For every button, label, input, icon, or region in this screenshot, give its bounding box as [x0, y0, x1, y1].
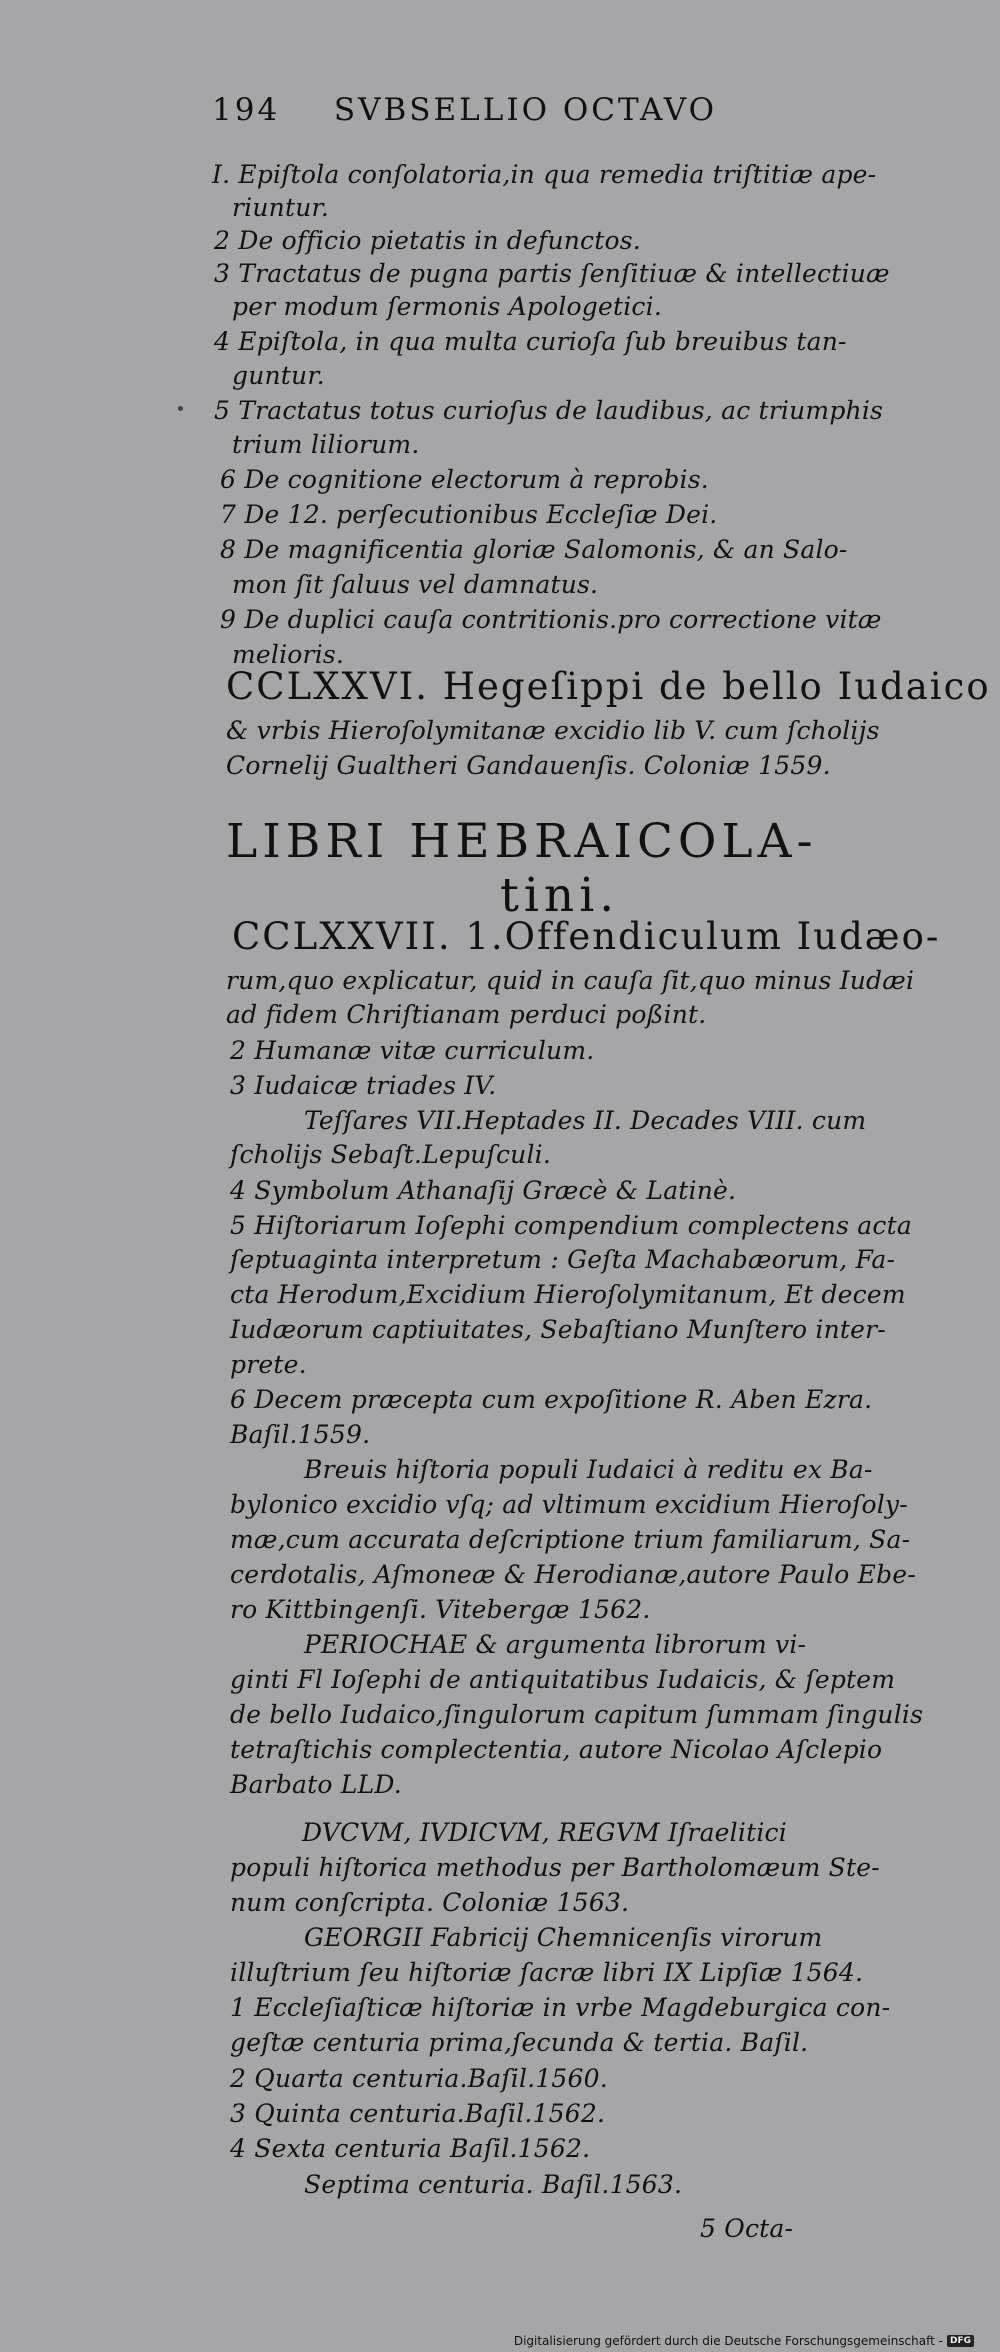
text-line: DVCVM, IVDICVM, REGVM Iſraelitici	[302, 1818, 787, 1847]
text-line: rum,quo explicatur, quid in cauſa ſit,quo minus Iudæi	[226, 966, 915, 995]
text-line: geſtæ centuria prima,ſecunda & tertia. Baſil.	[230, 2028, 809, 2057]
text-line: I. Epiſtola conſolatoria,in qua remedia triſtitiæ ape-	[212, 160, 877, 189]
text-line: ad fidem Chriſtianam perduci poßint.	[226, 1000, 707, 1029]
entry-ccLXXVII	[232, 915, 941, 958]
text-line: GEORGII Fabricij Chemnicenſis virorum	[304, 1923, 823, 1952]
text-line: de bello Iudaico,ſingulorum capitum ſummam ſingulis	[230, 1700, 924, 1729]
text-line: Baſil.1559.	[230, 1420, 371, 1449]
text-line: riuntur.	[232, 193, 330, 222]
margin-mark	[178, 406, 183, 411]
text-line: Septima centuria. Baſil.1563.	[304, 2170, 683, 2199]
text-line: Cornelij Gualtheri Gandauenſis. Coloniæ 1559.	[226, 751, 831, 780]
entry-heading: CCLXXVI. Hegeſippi de bello Iudaico	[226, 665, 991, 708]
text-line: 6 Decem præcepta cum expoſitione R. Aben Ezra.	[230, 1385, 873, 1414]
text-line: bylonico excidio vſq; ad vltimum excidium Hieroſoly-	[230, 1490, 908, 1519]
text-line: 4 Symbolum Athanaſij Græcè & Latinè.	[230, 1176, 737, 1205]
text-line: guntur.	[232, 361, 325, 390]
text-line: 7 De 12. perſecutionibus Eccleſiæ Dei.	[220, 500, 718, 529]
text-line: cta Herodum,Excidium Hieroſolymitanum, Et decem	[230, 1280, 906, 1309]
text-line: num conſcripta. Coloniæ 1563.	[230, 1888, 630, 1917]
footer-text: Digitalisierung gefördert durch die Deutsche Forschungsgemeinschaft -	[513, 2334, 943, 2348]
text-line: 3 Iudaicæ triades IV.	[230, 1071, 497, 1100]
text-line: prete.	[230, 1350, 307, 1379]
text-line: 2 De officio pietatis in defunctos.	[214, 226, 641, 255]
text-line: Barbato LLD.	[230, 1770, 402, 1799]
text-line: populi hiſtorica methodus per Bartholomæum Ste-	[230, 1853, 880, 1882]
text-line: 8 De magnificentia gloriæ Salomonis, & an Salo-	[220, 535, 848, 564]
text-line: 6 De cognitione electorum à reprobis.	[220, 465, 709, 494]
text-line: & vrbis Hieroſolymitanæ excidio lib V. cum ſcholijs	[226, 716, 880, 745]
text-line: ro Kittbingenſi. Vitebergæ 1562.	[230, 1595, 651, 1624]
dfg-logo-icon: DFG	[947, 2335, 974, 2347]
page-header	[212, 92, 717, 128]
text-line: 4 Sexta centuria Baſil.1562.	[230, 2134, 591, 2163]
text-line: mæ,cum accurata deſcriptione trium familiarum, Sa-	[230, 1525, 911, 1554]
entry-ccLXXVI	[226, 665, 991, 708]
section-title-cont: tini.	[500, 868, 620, 923]
text-line: 5 Hiſtoriarum Ioſephi compendium complectens acta	[230, 1211, 912, 1240]
text-line: ginti Fl Ioſephi de antiquitatibus Iudaicis, & ſeptem	[230, 1665, 896, 1694]
page-number: 194	[212, 92, 281, 128]
text-line: 9 De duplici cauſa contritionis.pro correctione vitæ	[220, 605, 882, 634]
section-title: LIBRI HEBRAICOLA-	[226, 814, 818, 869]
text-line: ſcholijs Sebaſt.Lepuſculi.	[230, 1140, 551, 1169]
running-title: SVBSELLIO OCTAVO	[333, 92, 718, 128]
text-line: tetraſtichis complectentia, autore Nicolao Aſclepio	[230, 1735, 883, 1764]
text-line: ſeptuaginta interpretum : Geſta Machabæorum, Fa-	[230, 1245, 896, 1274]
text-line: 1 Eccleſiaſticæ hiſtoriæ in vrbe Magdeburgica con-	[230, 1993, 891, 2022]
text-line: Teſſares VII.Heptades II. Decades VIII. cum	[304, 1106, 867, 1135]
text-line: trium liliorum.	[232, 430, 420, 459]
text-line: Iudæorum captiuitates, Sebaſtiano Munſtero inter-	[230, 1315, 886, 1344]
text-line: Breuis hiſtoria populi Iudaici à reditu ex Ba-	[304, 1455, 873, 1484]
text-line: PERIOCHAE & argumenta librorum vi-	[304, 1630, 807, 1659]
text-line: 3 Quinta centuria.Baſil.1562.	[230, 2099, 606, 2128]
text-line: melioris.	[232, 640, 345, 669]
text-line: mon ſit ſaluus vel damnatus.	[232, 570, 599, 599]
text-line: 3 Tractatus de pugna partis ſenſitiuæ & intellectiuæ	[214, 259, 890, 288]
entry-heading: CCLXXVII. 1.Offendiculum Iudæo-	[232, 915, 941, 958]
text-line: per modum ſermonis Apologetici.	[232, 292, 662, 321]
text-line: cerdotalis, Aſmoneæ & Herodianæ,autore Paulo Ebe-	[230, 1560, 916, 1589]
text-line: illuſtrium ſeu hiſtoriæ ſacræ libri IX Lipſiæ 1564.	[230, 1958, 864, 1987]
text-line: 2 Quarta centuria.Baſil.1560.	[230, 2064, 608, 2093]
digitization-footer	[514, 2334, 974, 2348]
text-line: 4 Epiſtola, in qua multa curioſa ſub breuibus tan-	[214, 327, 847, 356]
text-line: 2 Humanæ vitæ curriculum.	[230, 1036, 595, 1065]
text-line: 5 Tractatus totus curioſus de laudibus, ac triumphis	[214, 396, 884, 425]
catchword: 5 Octa-	[700, 2214, 794, 2243]
